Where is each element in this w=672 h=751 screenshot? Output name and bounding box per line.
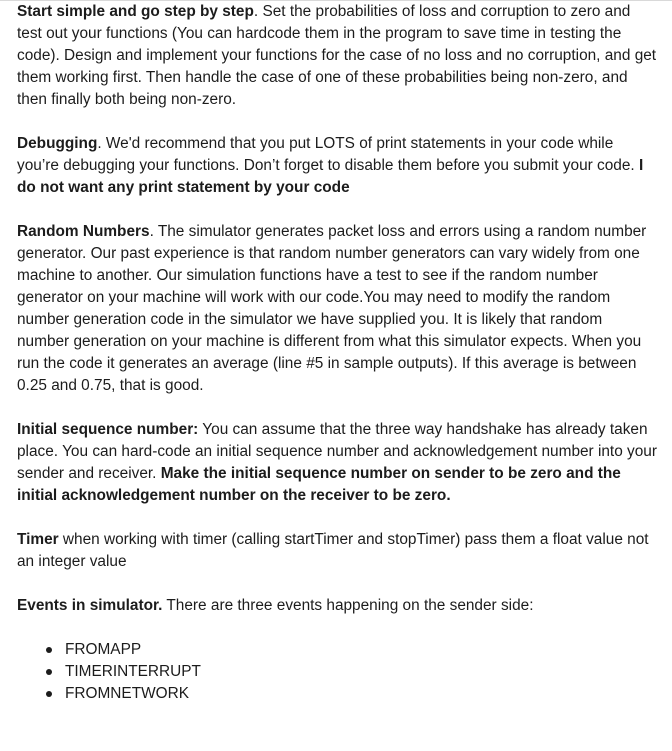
random-numbers-heading: Random Numbers [17, 223, 150, 240]
events-paragraph [17, 595, 657, 617]
debugging-heading: Debugging [17, 135, 98, 152]
events-text: There are three events happening on the sender side: [162, 597, 534, 614]
timer-text: when working with timer (calling startTimer and stopTimer) pass them a float value not an integer value [17, 531, 649, 570]
event-item-label: FROMNETWORK [65, 685, 189, 702]
initial-sequence-emphasis: Make the initial sequence number on sender to be zero and the initial acknowledgement number on the receiver to be zero. [17, 465, 621, 504]
document-body [17, 1, 657, 705]
event-item-label: FROMAPP [65, 641, 142, 658]
bullet-icon [46, 691, 52, 697]
start-simple-text: . Set the probabilities of loss and corruption to zero and test out your functions (You can hardcode them in the program to save time in testing the code). Design and implement your functions for the case of no loss and no corruption, and get them working first. Then handle the case of one of these probabilities being non-zero, and then finally both being non-zero. [17, 3, 657, 108]
initial-sequence-heading: Initial sequence number: [17, 421, 199, 438]
list-item [65, 639, 657, 661]
initial-sequence-paragraph [17, 419, 657, 507]
bullet-icon [46, 647, 52, 653]
start-simple-heading: Start simple and go step by step [17, 3, 254, 20]
debugging-text: . We'd recommend that you put LOTS of print statements in your code while you’re debugging your functions. Don’t forget to disable them before you submit your code. [17, 135, 639, 174]
start-simple-paragraph [17, 1, 657, 111]
list-item [65, 661, 657, 683]
debugging-emphasis: I do not want any print statement by your code [17, 157, 644, 196]
timer-paragraph [17, 529, 657, 573]
random-numbers-text: . The simulator generates packet loss and errors using a random number generator. Our past experience is that random number generators can vary widely from one machine to another. Our simulation functions have a test to see if the random number generator on your machine will work with our code.You may need to modify the random number generation code in the simulator we have supplied you. It is likely that random number generation on your machine is different from what this simulator expects. When you run the code it generates an average (line #5 in sample outputs). If this average is between 0.25 and 0.75, that is good. [17, 223, 647, 394]
bullet-icon [46, 669, 52, 675]
list-item [65, 683, 657, 705]
initial-sequence-text: You can assume that the three way handshake has already taken place. You can hard-code an initial sequence number and acknowledgement number into your sender and receiver. [17, 421, 657, 482]
timer-heading: Timer [17, 531, 59, 548]
debugging-paragraph [17, 133, 657, 199]
random-numbers-paragraph [17, 221, 657, 397]
events-heading: Events in simulator. [17, 597, 163, 614]
events-list [17, 639, 657, 705]
event-item-label: TIMERINTERRUPT [65, 663, 201, 680]
